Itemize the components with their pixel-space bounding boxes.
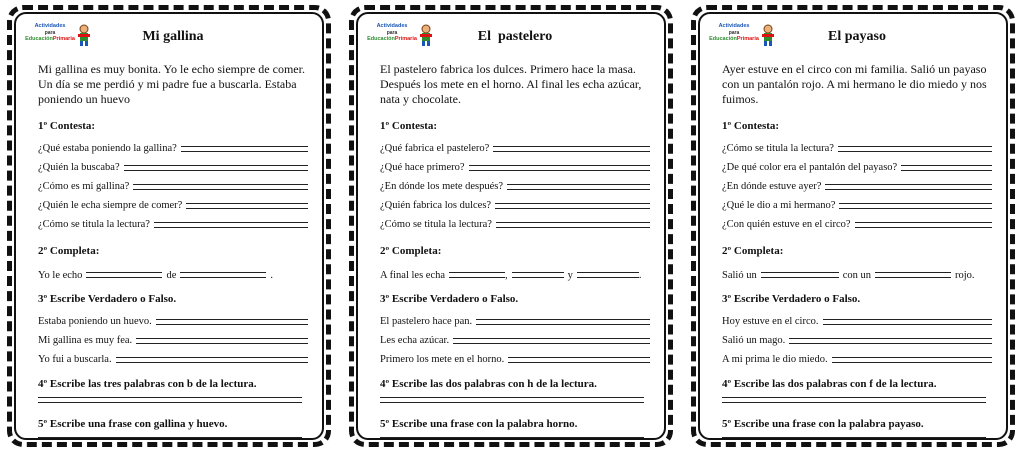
answer-line[interactable] xyxy=(181,146,308,152)
statement-text: Estaba poniendo un huevo. xyxy=(38,316,152,327)
sentence-part: A final les echa xyxy=(380,269,446,281)
logo-text-line2: para xyxy=(728,30,740,36)
child-icon xyxy=(77,24,91,46)
answer-line[interactable] xyxy=(838,146,992,152)
question-row xyxy=(722,215,992,234)
fill-blank[interactable] xyxy=(449,272,505,278)
worksheet-frame xyxy=(356,12,666,440)
question-row xyxy=(380,139,650,158)
question-text: ¿Quién le echa siempre de comer? xyxy=(38,200,183,211)
answer-line[interactable] xyxy=(823,319,992,325)
statement-text: Hoy estuve en el circo. xyxy=(722,316,819,327)
child-icon xyxy=(761,24,775,46)
section-words-title: 4º Escribe las dos palabras con f de la lectura. xyxy=(722,378,937,390)
section-answer-title: 1º Contesta: xyxy=(38,120,96,132)
question-text: ¿Qué fabrica el pastelero? xyxy=(380,143,490,154)
statement-text: Mi gallina es muy fea. xyxy=(38,335,133,346)
question-text: ¿Quién fabrica los dulces? xyxy=(380,200,492,211)
writing-line[interactable] xyxy=(722,397,986,403)
question-row xyxy=(38,139,308,158)
section-complete-title: 2º Completa: xyxy=(38,245,100,257)
question-row xyxy=(38,215,308,234)
answer-line[interactable] xyxy=(469,165,650,171)
fill-blank[interactable] xyxy=(512,272,564,278)
fill-blank[interactable] xyxy=(761,272,839,278)
statement-text: Les echa azúcar. xyxy=(380,335,450,346)
true-false-row xyxy=(380,312,650,331)
section-true-false-title: 3º Escribe Verdadero o Falso. xyxy=(38,293,177,305)
question-text: ¿En dónde estuve ayer? xyxy=(722,181,822,192)
answer-line[interactable] xyxy=(186,203,308,209)
question-text: ¿Qué estaba poniendo la gallina? xyxy=(38,143,177,154)
writing-line[interactable] xyxy=(722,437,986,440)
section-sentence-title: 5º Escribe una frase con la palabra payaso. xyxy=(722,418,924,430)
question-row xyxy=(722,139,992,158)
question-row xyxy=(380,158,650,177)
sentence-part: rojo. xyxy=(955,269,975,281)
question-text: ¿En dónde los mete después? xyxy=(380,181,504,192)
reading-text: Ayer estuve en el circo con mi familia. Salió un payaso con un pantalón rojo. A mi hermano le dio miedo y nos fuimos. xyxy=(722,62,987,106)
statement-text: El pastelero hace pan. xyxy=(380,316,473,327)
question-text: ¿Qué le dio a mi hermano? xyxy=(722,200,836,211)
complete-sentence xyxy=(38,264,308,286)
section-complete-title: 2º Completa: xyxy=(722,245,784,257)
answer-line[interactable] xyxy=(124,165,308,171)
logo-text-line1: Actividades xyxy=(718,23,750,29)
answer-line[interactable] xyxy=(495,203,650,209)
answer-line[interactable] xyxy=(136,338,308,344)
question-text: ¿Cómo se titula la lectura? xyxy=(722,143,834,154)
answer-line[interactable] xyxy=(825,184,992,190)
writing-line[interactable] xyxy=(38,397,302,403)
question-text: ¿Qué hace primero? xyxy=(380,162,465,173)
question-text: ¿Quién la buscaba? xyxy=(38,162,120,173)
answer-line[interactable] xyxy=(789,338,992,344)
fill-blank[interactable] xyxy=(86,272,162,278)
true-false-row xyxy=(380,331,650,350)
logo xyxy=(706,23,786,53)
question-row xyxy=(380,177,650,196)
true-false-row xyxy=(380,350,650,369)
logo xyxy=(364,23,444,53)
question-row xyxy=(38,177,308,196)
worksheet-card-pastelero xyxy=(349,5,673,447)
reading-text: El pastelero fabrica los dulces. Primero hace la masa. Después los mete en el horno. Al final les echa azúcar, nata y chocolate. xyxy=(380,62,642,106)
true-false-row xyxy=(722,312,992,331)
worksheet-frame xyxy=(698,12,1008,440)
section-words-title: 4º Escribe las dos palabras con h de la lectura. xyxy=(380,378,597,390)
sentence-part: , xyxy=(505,269,508,281)
sentence-part: de xyxy=(166,269,177,281)
logo-text-line1: Actividades xyxy=(376,23,408,29)
worksheet-title: Mi gallina xyxy=(142,29,204,44)
sentence-part: . xyxy=(638,269,642,281)
question-text: ¿Cómo se titula la lectura? xyxy=(380,219,492,230)
logo-text-line3: EducaciónPrimaria xyxy=(25,36,75,42)
question-text: ¿Cómo se titula la lectura? xyxy=(38,219,150,230)
question-row xyxy=(722,158,992,177)
question-row xyxy=(722,177,992,196)
true-false-row xyxy=(38,331,308,350)
question-text: ¿Cómo es mi gallina? xyxy=(38,181,130,192)
writing-line[interactable] xyxy=(380,437,644,440)
true-false-row xyxy=(722,331,992,350)
section-true-false-title: 3º Escribe Verdadero o Falso. xyxy=(722,293,861,305)
question-row xyxy=(38,196,308,215)
sentence-part: Salió un xyxy=(722,269,757,281)
question-row xyxy=(722,196,992,215)
answer-line[interactable] xyxy=(133,184,308,190)
worksheet-title: El pastelero xyxy=(477,29,553,44)
true-false-row xyxy=(38,350,308,369)
logo-text-line2: para xyxy=(386,30,398,36)
question-text: ¿De qué color era el pantalón del payaso? xyxy=(722,162,898,173)
complete-sentence xyxy=(722,264,992,286)
section-sentence-title: 5º Escribe una frase con la palabra horno. xyxy=(380,418,578,430)
answer-line[interactable] xyxy=(156,319,308,325)
answer-line[interactable] xyxy=(496,222,650,228)
answer-line[interactable] xyxy=(839,203,992,209)
answer-line[interactable] xyxy=(855,222,992,228)
fill-blank[interactable] xyxy=(577,272,639,278)
worksheet-title: El payaso xyxy=(828,29,886,44)
answer-line[interactable] xyxy=(832,357,992,363)
logo-text-line2: para xyxy=(44,30,56,36)
worksheet-card-payaso xyxy=(691,5,1015,447)
child-icon xyxy=(419,24,433,46)
answer-line[interactable] xyxy=(154,222,308,228)
sentence-part: Yo le echo xyxy=(38,269,83,281)
answer-line[interactable] xyxy=(508,357,650,363)
statement-text: Yo fui a buscarla. xyxy=(38,354,112,365)
answer-line[interactable] xyxy=(453,338,650,344)
section-words-title: 4º Escribe las tres palabras con b de la lectura. xyxy=(38,378,257,390)
section-answer-title: 1º Contesta: xyxy=(722,120,780,132)
writing-line[interactable] xyxy=(380,397,644,403)
logo-text-line1: Actividades xyxy=(34,23,66,29)
true-false-row xyxy=(722,350,992,369)
answer-line[interactable] xyxy=(493,146,650,152)
complete-sentence xyxy=(380,264,650,286)
section-true-false-title: 3º Escribe Verdadero o Falso. xyxy=(380,293,519,305)
logo-text-line3: EducaciónPrimaria xyxy=(367,36,417,42)
reading-text: Mi gallina es muy bonita. Yo le echo siempre de comer. Un día se me perdió y mi padre fue a buscarla. Estaba poniendo un huevo xyxy=(38,62,305,106)
sentence-part: y xyxy=(567,269,573,281)
section-complete-title: 2º Completa: xyxy=(380,245,442,257)
section-answer-title: 1º Contesta: xyxy=(380,120,438,132)
question-row xyxy=(380,215,650,234)
worksheet-card-gallina xyxy=(7,5,331,447)
worksheet-frame xyxy=(14,12,324,440)
writing-line[interactable] xyxy=(38,437,302,440)
sentence-part: con un xyxy=(842,269,872,281)
true-false-row xyxy=(38,312,308,331)
fill-blank[interactable] xyxy=(875,272,951,278)
statement-text: Salió un mago. xyxy=(722,335,786,346)
section-sentence-title: 5º Escribe una frase con gallina y huevo. xyxy=(38,418,228,430)
logo xyxy=(22,23,102,53)
fill-blank[interactable] xyxy=(180,272,266,278)
answer-line[interactable] xyxy=(116,357,308,363)
answer-line[interactable] xyxy=(476,319,650,325)
statement-text: A mi prima le dio miedo. xyxy=(722,354,828,365)
question-row xyxy=(380,196,650,215)
question-text: ¿Con quién estuve en el circo? xyxy=(722,219,851,230)
logo-text-line3: EducaciónPrimaria xyxy=(709,36,759,42)
answer-line[interactable] xyxy=(507,184,650,190)
sentence-part: . xyxy=(270,269,273,281)
question-row xyxy=(38,158,308,177)
answer-line[interactable] xyxy=(901,165,992,171)
statement-text: Primero los mete en el horno. xyxy=(380,354,505,365)
